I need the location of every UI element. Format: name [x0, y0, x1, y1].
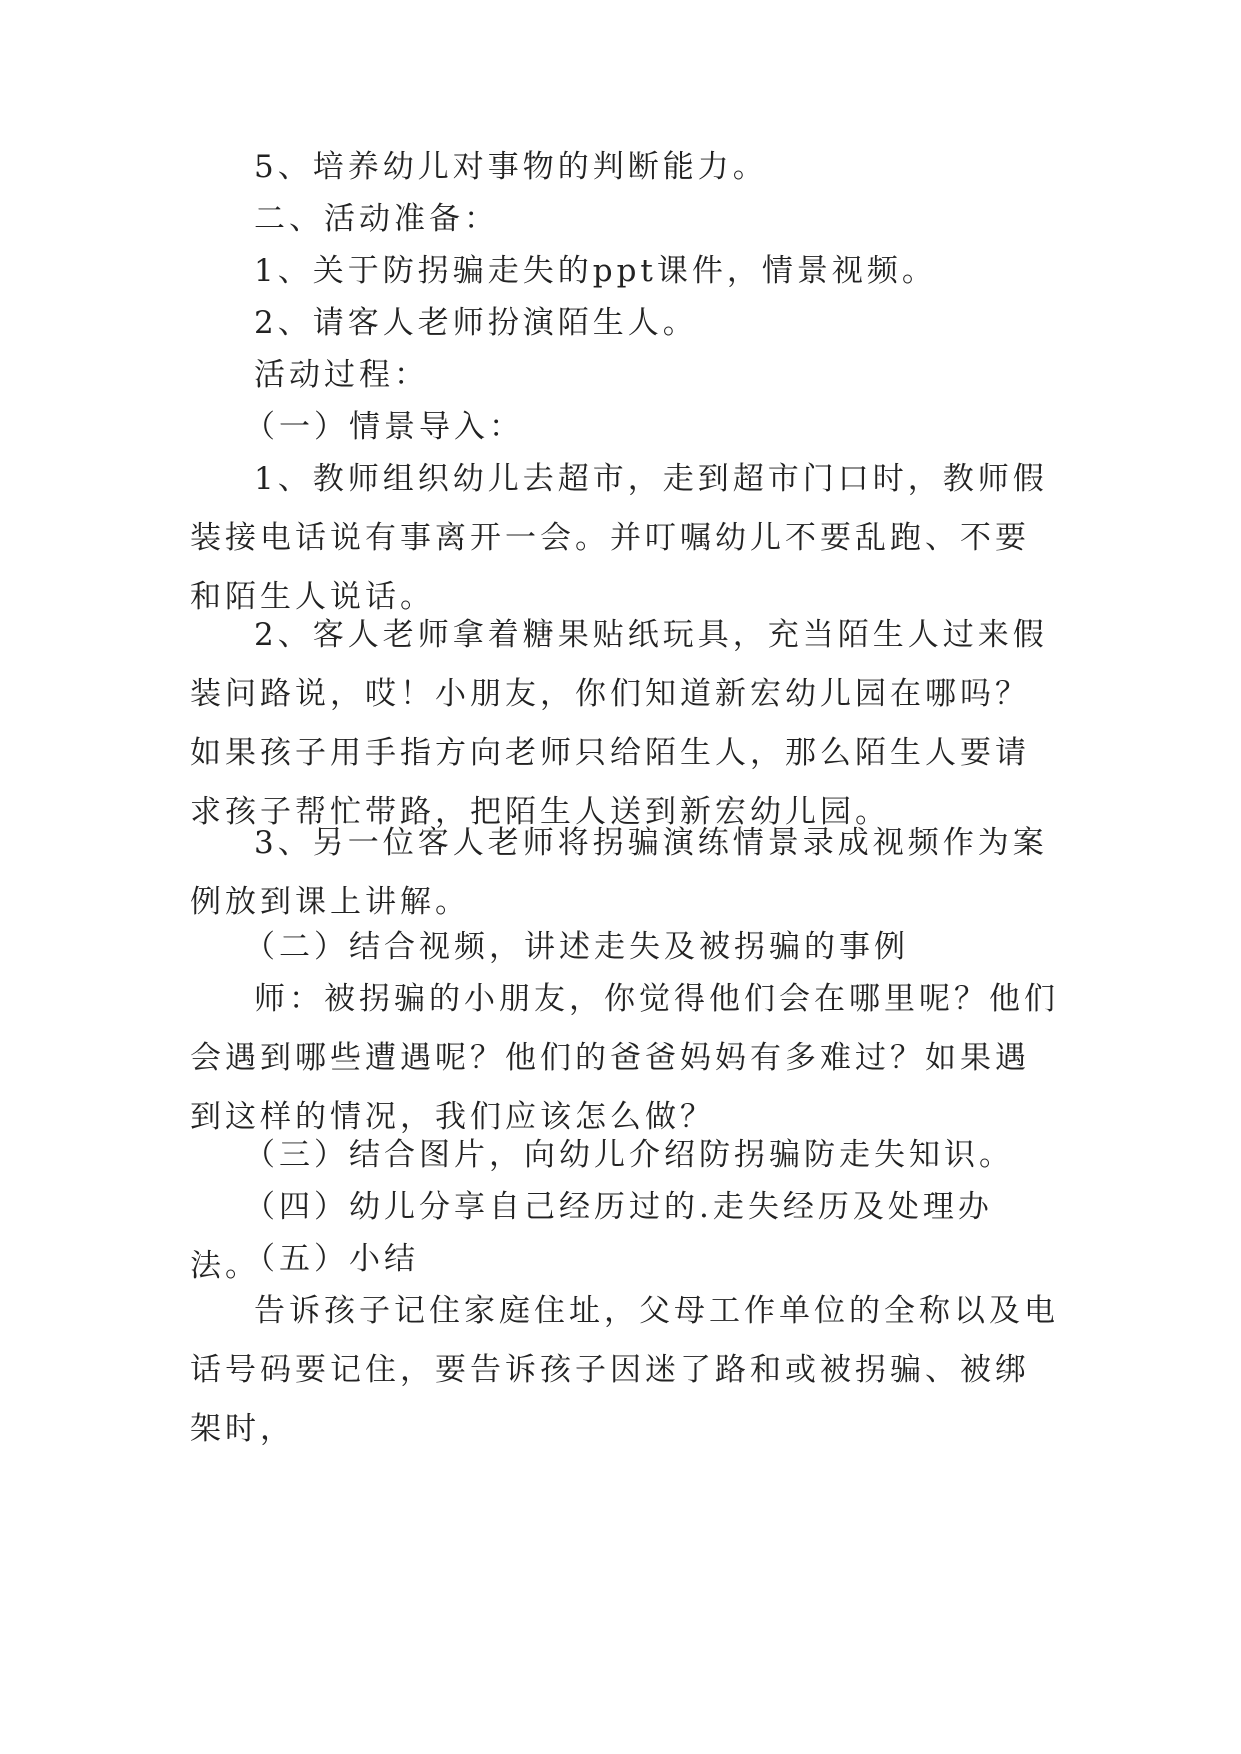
section-heading-process: 活动过程： — [254, 357, 429, 393]
subheading-pictures: （三）结合图片，向幼儿介绍防拐骗防走失知识。 — [244, 1137, 1014, 1173]
paragraph-scenario-3: 3、另一位客人老师将拐骗演练情景录成视频作为案例放到课上讲解。 — [190, 825, 1048, 920]
subheading-video-discussion: （二）结合视频，讲述走失及被拐骗的事例 — [244, 929, 909, 965]
paragraph-preparation-2: 2、请客人老师扮演陌生人。 — [254, 305, 698, 341]
paragraph-scenario-2: 2、客人老师拿着糖果贴纸玩具，充当陌生人过来假装问路说，哎！小朋友，你们知道新宏幼儿园在哪吗？如果孩子用手指方向老师只给陌生人，那么陌生人要请求孩子帮忙带路，把陌生人送到新宏幼儿园。 — [190, 617, 1048, 830]
subheading-summary: （五）小结 — [244, 1241, 419, 1277]
subheading-sharing: （四）幼儿分享自己经历过的.走失经历及处理办法。 — [190, 1189, 993, 1284]
paragraph-summary: 告诉孩子记住家庭住址，父母工作单位的全称以及电话号码要记住，要告诉孩子因迷了路和或被拐骗、被绑架时， — [190, 1293, 1059, 1447]
section-heading-preparation: 二、活动准备： — [254, 201, 499, 237]
paragraph-preparation-1: 1、关于防拐骗走失的ppt课件，情景视频。 — [254, 253, 937, 289]
paragraph-goal-5: 5、培养幼儿对事物的判断能力。 — [254, 149, 768, 185]
subheading-scenario-intro: （一）情景导入： — [244, 409, 524, 445]
paragraph-scenario-1: 1、教师组织幼儿去超市，走到超市门口时，教师假装接电话说有事离开一会。并叮嘱幼儿不要乱跑、不要和陌生人说话。 — [190, 461, 1048, 615]
paragraph-teacher-questions: 师：被拐骗的小朋友，你觉得他们会在哪里呢？他们会遇到哪些遭遇呢？他们的爸爸妈妈有多难过？如果遇到这样的情况，我们应该怎么做？ — [190, 981, 1059, 1135]
